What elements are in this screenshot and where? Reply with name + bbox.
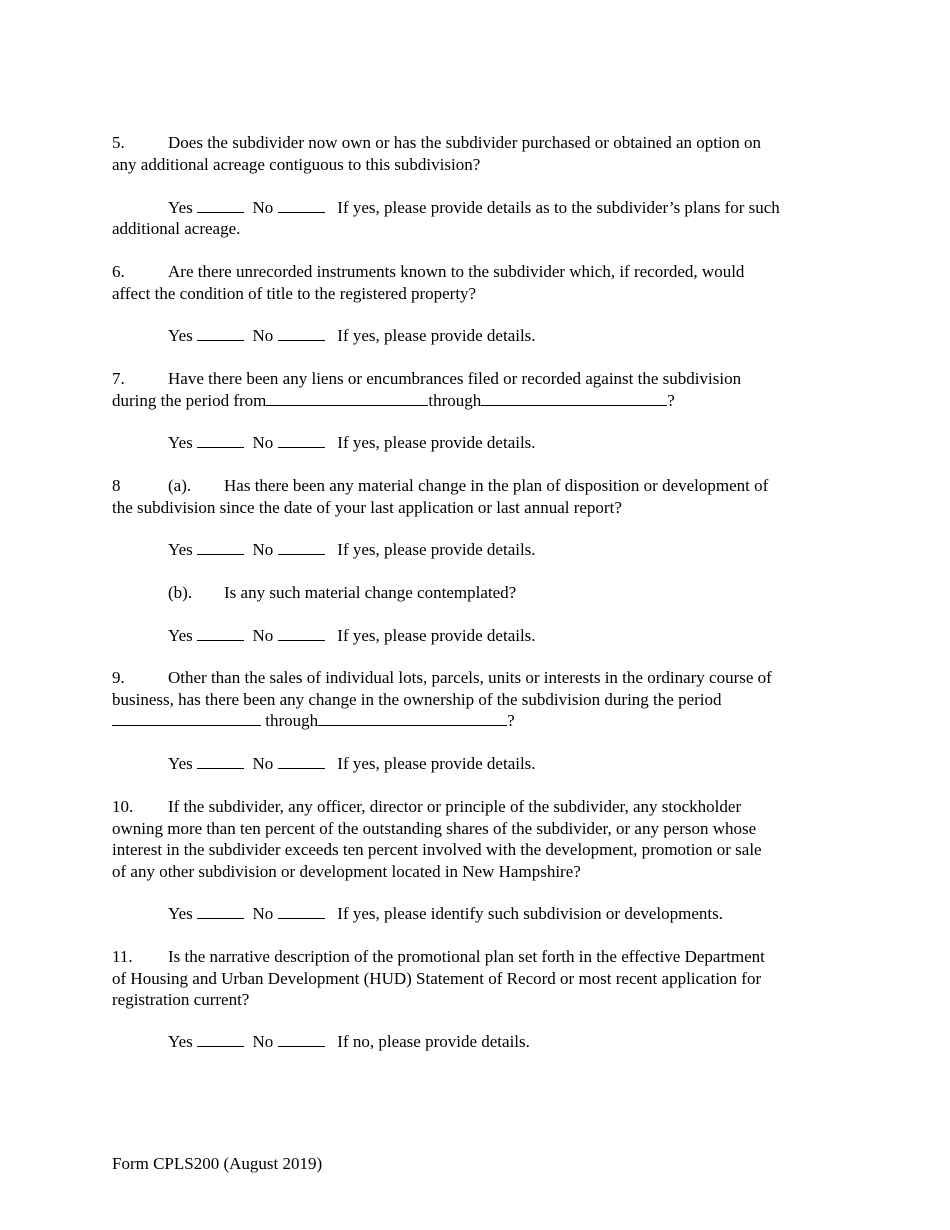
form-footer: Form CPLS200 (August 2019) <box>112 1154 323 1173</box>
q5-answer-line <box>168 197 780 219</box>
question-text: business, has there been any change in the ownership of the subdivision during the period <box>112 689 722 709</box>
no-blank[interactable] <box>278 753 325 769</box>
question-9 <box>112 667 832 732</box>
question-text: Is any such material change contemplated? <box>224 583 517 602</box>
yes-blank[interactable] <box>197 625 244 641</box>
question-text: interest in the subdivider exceeds ten percent involved with the development, promotion or sale <box>112 840 762 859</box>
question-number: 6. <box>112 262 125 281</box>
question-number: 8 <box>112 476 121 495</box>
answer-note: If no, please provide details. <box>337 1032 530 1051</box>
question-text: affect the condition of title to the registered property? <box>112 283 477 303</box>
answer-note: If yes, please identify such subdivision or developments. <box>337 904 724 923</box>
question-text: through <box>265 711 319 730</box>
question-text: the subdivision since the date of your last application or last annual report? <box>112 497 622 517</box>
question-text: owning more than ten percent of the outstanding shares of the subdivider, or any person whose <box>112 818 757 838</box>
yes-blank[interactable] <box>197 432 244 448</box>
yes-blank[interactable] <box>197 903 244 919</box>
question-text: of Housing and Urban Development (HUD) Statement of Record or most recent application for <box>112 968 762 988</box>
yes-label: Yes <box>168 626 193 645</box>
no-label: No <box>252 540 274 559</box>
no-label: No <box>252 326 274 345</box>
yes-label: Yes <box>168 1032 193 1051</box>
question-text: through <box>428 390 482 410</box>
yes-blank[interactable] <box>197 1031 244 1047</box>
answer-note: If yes, please provide details as to the subdivider’s plans for such <box>337 198 780 217</box>
q6-answer-line <box>168 325 536 347</box>
period-start-blank[interactable] <box>112 710 261 726</box>
period-end-blank[interactable] <box>481 390 667 406</box>
answer-note: If yes, please provide details. <box>337 326 536 345</box>
yes-label: Yes <box>168 904 193 923</box>
question-5 <box>112 132 832 175</box>
question-number: 7. <box>112 369 125 388</box>
no-blank[interactable] <box>278 1031 325 1047</box>
question-8b <box>168 582 516 604</box>
question-10 <box>112 796 832 882</box>
question-text: If the subdivider, any officer, director or principle of the subdivider, any stockholder <box>168 797 742 816</box>
yes-blank[interactable] <box>197 197 244 213</box>
answer-note: If yes, please provide details. <box>337 433 536 452</box>
no-label: No <box>252 1032 274 1051</box>
answer-note-continued: additional acreage. <box>112 219 241 238</box>
yes-label: Yes <box>168 540 193 559</box>
question-text: Other than the sales of individual lots, parcels, units or interests in the ordinary course of <box>168 668 772 687</box>
no-blank[interactable] <box>278 197 325 213</box>
answer-note: If yes, please provide details. <box>337 754 536 773</box>
no-label: No <box>252 433 274 452</box>
question-text: registration current? <box>112 990 250 1009</box>
question-text: of any other subdivision or development located in New Hampshire? <box>112 861 581 881</box>
no-label: No <box>252 754 274 773</box>
q11-answer-line <box>168 1031 530 1053</box>
answer-note: If yes, please provide details. <box>337 626 536 645</box>
period-start-blank[interactable] <box>266 390 428 406</box>
question-mark: ? <box>507 711 515 730</box>
q7-answer-line <box>168 432 536 454</box>
question-number: 10. <box>112 797 134 816</box>
no-blank[interactable] <box>278 539 325 555</box>
q9-answer-line <box>168 753 536 775</box>
sub-question-label: (a). <box>168 476 192 495</box>
question-number: 9. <box>112 668 125 687</box>
q10-answer-line <box>168 903 723 925</box>
question-text: Has there been any material change in the plan of disposition or development of <box>224 476 769 495</box>
no-blank[interactable] <box>278 625 325 641</box>
question-mark: ? <box>667 390 675 410</box>
question-text: Are there unrecorded instruments known to the subdivider which, if recorded, would <box>168 262 745 281</box>
yes-label: Yes <box>168 326 193 345</box>
yes-label: Yes <box>168 433 193 452</box>
answer-note: If yes, please provide details. <box>337 540 536 559</box>
no-label: No <box>252 904 274 923</box>
sub-question-label: (b). <box>168 583 193 602</box>
question-7 <box>112 368 832 411</box>
question-text: any additional acreage contiguous to this subdivision? <box>112 154 481 174</box>
no-label: No <box>252 626 274 645</box>
question-number: 5. <box>112 133 125 152</box>
no-blank[interactable] <box>278 903 325 919</box>
question-text: Have there been any liens or encumbrances filed or recorded against the subdivision <box>168 369 742 388</box>
yes-blank[interactable] <box>197 325 244 341</box>
question-8a <box>112 475 832 518</box>
question-text: during the period from <box>112 390 267 410</box>
no-blank[interactable] <box>278 325 325 341</box>
period-end-blank[interactable] <box>318 710 507 726</box>
no-blank[interactable] <box>278 432 325 448</box>
yes-blank[interactable] <box>197 539 244 555</box>
q8a-answer-line <box>168 539 536 561</box>
q8b-answer-line <box>168 625 536 647</box>
yes-blank[interactable] <box>197 753 244 769</box>
yes-label: Yes <box>168 198 193 217</box>
no-label: No <box>252 198 274 217</box>
yes-label: Yes <box>168 754 193 773</box>
question-number: 11. <box>112 947 133 966</box>
question-text: Does the subdivider now own or has the subdivider purchased or obtained an option on <box>168 133 761 152</box>
question-6 <box>112 261 832 304</box>
question-text: Is the narrative description of the promotional plan set forth in the effective Department <box>168 947 765 966</box>
question-11 <box>112 946 832 1011</box>
